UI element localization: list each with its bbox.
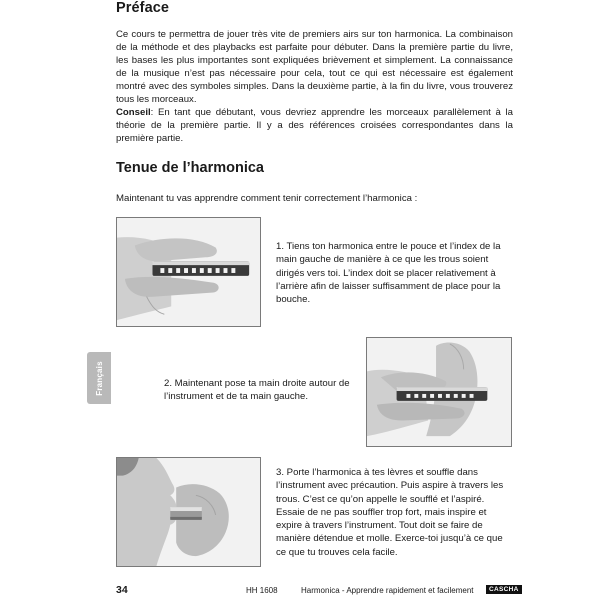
step-2-text: 2. Maintenant pose ta main droite autour de l’instrument et de ta main gauche.: [164, 378, 350, 403]
photo-left-hand-grip: [116, 217, 261, 327]
language-tab-label: Français: [94, 360, 104, 396]
preface-text: [116, 28, 513, 145]
preface-heading: Préface: [116, 0, 170, 16]
photo-playing-position: [116, 457, 261, 567]
photo-both-hands-grip: [366, 337, 512, 447]
step-3-text: 3. Porte l’harmonica à tes lèvres et souffle dans l’instrument avec précaution. Puis aspire à travers les trous. C’est ce qu’on appelle le soufflé et l’aspiré. Essaie de ne pas souffler trop fort, mais inspire et expire à travers l’instrument. Tout doit se faire de manière détendue et molle. Exerce-toi jusqu’à ce que ce que tu trouves cela facile.: [276, 467, 504, 558]
step-1-text: 1. Tiens ton harmonica entre le pouce et l’index de la main gauche de manière à ce que les trous soient dirigés vers toi. L’index doit se placer relativement à l’arrière afin de laisser suffisamment de place pour la bouche.: [276, 241, 501, 306]
section-heading: Tenue de l’harmonica: [116, 160, 264, 176]
cupped-hands-illustration: [367, 338, 511, 446]
book-title: Harmonica - Apprendre rapidement et facilement: [301, 586, 474, 595]
language-tab: [87, 352, 111, 404]
preface-tip: [116, 106, 513, 145]
player-face-illustration: [117, 458, 260, 566]
publisher-logo: CASCHA: [486, 585, 522, 594]
page-number: 34: [116, 584, 128, 596]
page-footer: [116, 584, 519, 598]
section-intro: Maintenant tu vas apprendre comment tenir correctement l’harmonica :: [116, 193, 418, 204]
hand-harmonica-illustration: [117, 218, 260, 326]
catalog-code: HH 1608: [246, 586, 278, 595]
preface-paragraph: Ce cours te permettra de jouer très vite de premiers airs sur ton harmonica. La combinaison de la méthode et des playbacks est parfaite pour débuter. Dans la première partie du livre, les bases les plus importantes sont expliquées brièvement et simplement. La connaissance de la musique n’est pas nécessaire pour cela, tout ce qui est nécessaire est également montré avec des symboles simples. Dans la deuxième partie, à la fin du livre, vous trouverez tous les morceaux.: [116, 29, 513, 105]
tip-label: Conseil: [116, 107, 151, 118]
tip-text: : En tant que débutant, vous devriez apprendre les morceaux parallèlement à la théorie de la première partie. Il y a des références croisées correspondantes dans la première partie.: [116, 107, 513, 144]
